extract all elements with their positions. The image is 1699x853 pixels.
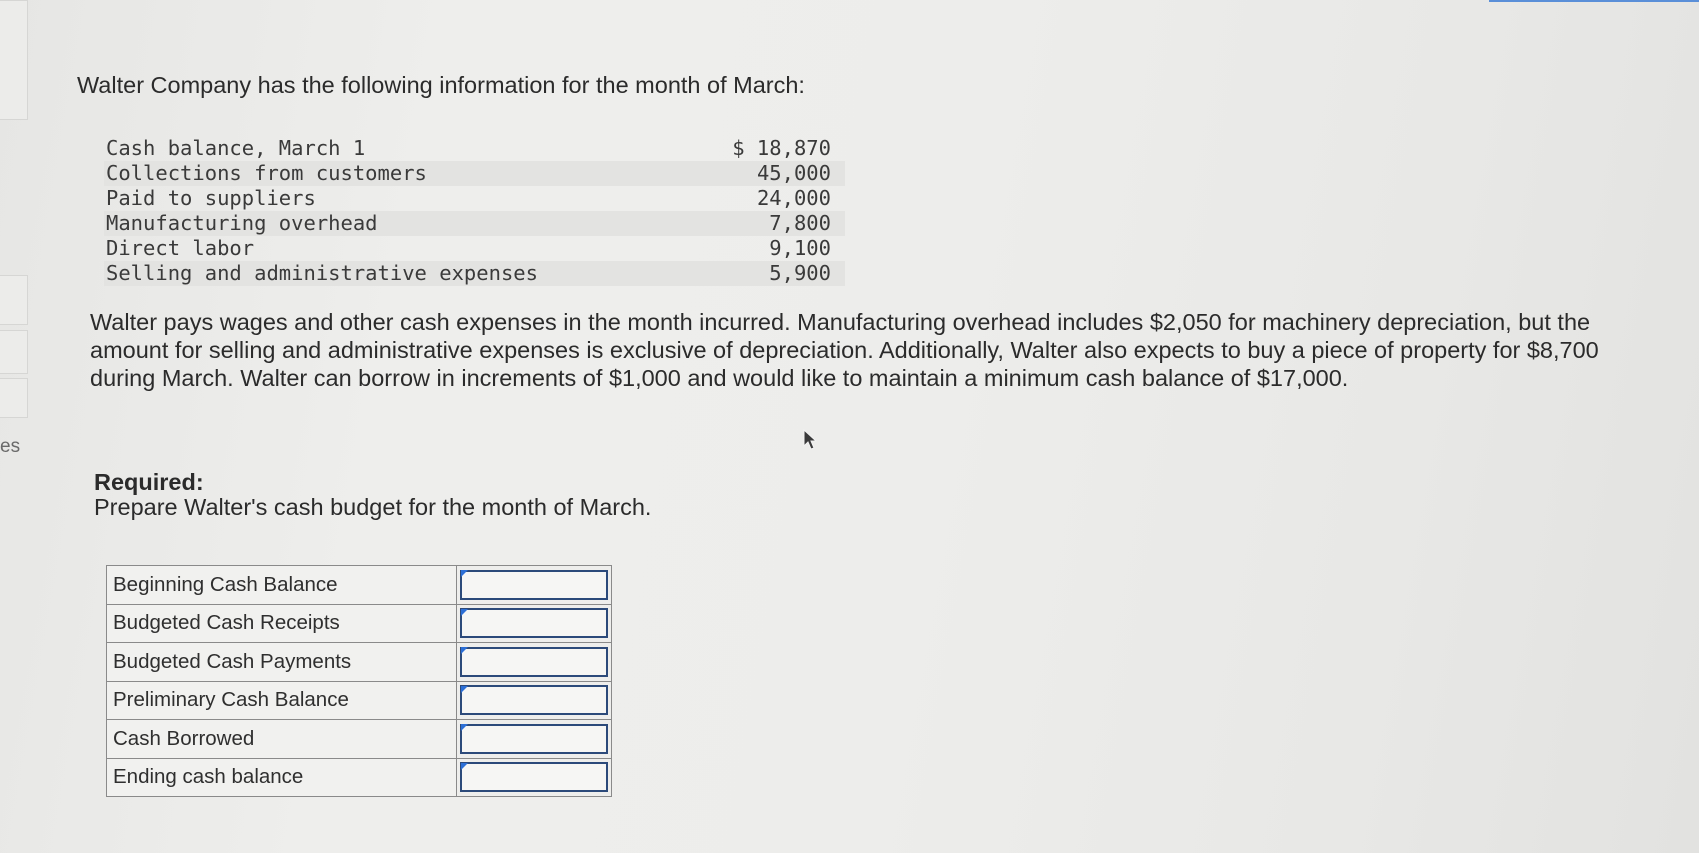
input-flag-icon — [461, 724, 468, 731]
data-label: Direct labor — [106, 236, 255, 260]
mouse-cursor-icon — [803, 429, 817, 451]
budget-input-cell — [457, 758, 612, 797]
data-amount: $ 18,870 — [732, 136, 831, 160]
budget-row-label: Beginning Cash Balance — [107, 566, 457, 605]
budget-row-label: Cash Borrowed — [107, 720, 457, 759]
input-flag-icon — [461, 763, 468, 770]
data-row-manufacturing-overhead — [104, 211, 845, 236]
budget-input-cell — [457, 643, 612, 682]
budget-row-beginning-cash — [107, 566, 612, 605]
ending-cash-balance-input[interactable] — [460, 762, 608, 792]
budget-input-cell — [457, 604, 612, 643]
required-instructions: Prepare Walter's cash budget for the month of March. — [94, 494, 652, 520]
input-flag-icon — [461, 609, 468, 616]
beginning-cash-balance-input[interactable] — [460, 570, 608, 600]
left-sidebar — [0, 0, 30, 853]
budget-row-label: Budgeted Cash Receipts — [107, 604, 457, 643]
budget-row-ending-balance — [107, 758, 612, 797]
cash-borrowed-input[interactable] — [460, 724, 608, 754]
data-label: Manufacturing overhead — [106, 211, 378, 235]
top-accent-bar — [1489, 0, 1699, 2]
budget-input-cell — [457, 720, 612, 759]
budget-row-preliminary-balance — [107, 681, 612, 720]
cash-budget-table — [106, 565, 612, 797]
data-label: Cash balance, March 1 — [106, 136, 366, 160]
budget-row-label: Budgeted Cash Payments — [107, 643, 457, 682]
budget-row-cash-borrowed — [107, 720, 612, 759]
data-label: Selling and administrative expenses — [106, 261, 538, 285]
data-amount: 9,100 — [769, 236, 831, 260]
preliminary-cash-balance-input[interactable] — [460, 685, 608, 715]
given-data-table — [104, 136, 845, 286]
data-label: Paid to suppliers — [106, 186, 316, 210]
sidebar-label[interactable]: es — [0, 436, 21, 457]
budget-row-label: Preliminary Cash Balance — [107, 681, 457, 720]
problem-paragraph: Walter pays wages and other cash expenses in the month incurred. Manufacturing overhead includes $2,050 for machinery depreciation, but the amount for selling and administrative expenses is exclusive of depreciation. Additionally, Walter also expects to buy a piece of property for $8,700 during March. Walter can borrow in increments of $1,000 and would like to maintain a minimum cash balance of $17,000. — [90, 309, 1599, 391]
data-amount: 5,900 — [769, 261, 831, 285]
sidebar-panel[interactable] — [0, 330, 28, 374]
data-row-direct-labor — [104, 236, 845, 261]
data-amount: 45,000 — [756, 161, 831, 185]
budget-row-cash-receipts — [107, 604, 612, 643]
input-flag-icon — [461, 686, 468, 693]
budget-row-cash-payments — [107, 643, 612, 682]
data-row-collections — [104, 161, 845, 186]
budgeted-cash-receipts-input[interactable] — [460, 608, 608, 638]
problem-intro: Walter Company has the following information for the month of March: — [77, 72, 805, 98]
budget-row-label: Ending cash balance — [107, 758, 457, 797]
sidebar-panel[interactable] — [0, 0, 28, 120]
data-row-cash-balance — [104, 136, 845, 161]
data-amount: 24,000 — [756, 186, 831, 210]
data-amount: 7,800 — [769, 211, 831, 235]
budget-input-cell — [457, 681, 612, 720]
sidebar-panel[interactable] — [0, 378, 28, 418]
data-row-selling-admin — [104, 261, 845, 286]
sidebar-panel[interactable] — [0, 275, 28, 325]
data-label: Collections from customers — [106, 161, 427, 185]
budget-input-cell — [457, 566, 612, 605]
input-flag-icon — [461, 570, 468, 577]
data-row-paid-suppliers — [104, 186, 845, 211]
input-flag-icon — [461, 647, 468, 654]
required-heading: Required: — [94, 469, 204, 495]
budgeted-cash-payments-input[interactable] — [460, 647, 608, 677]
